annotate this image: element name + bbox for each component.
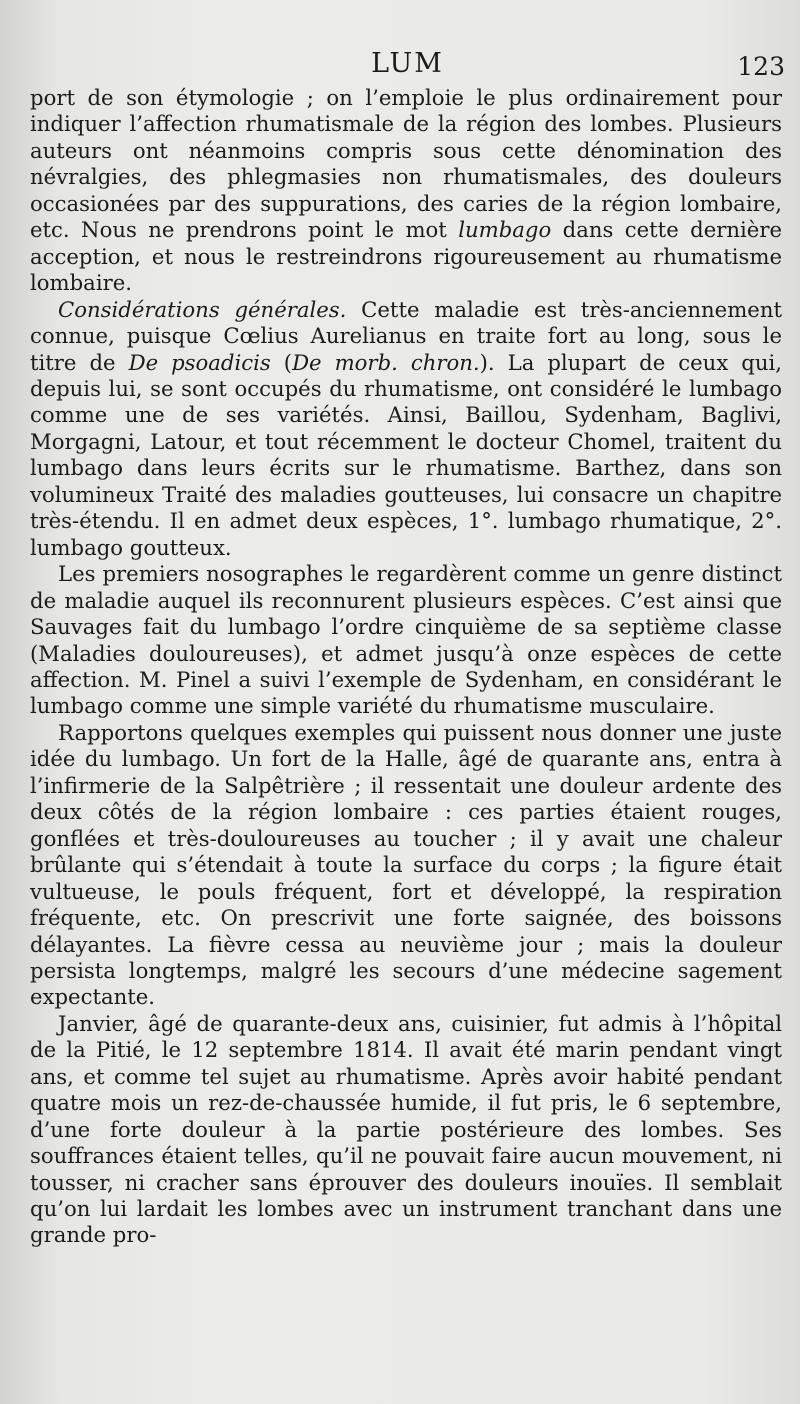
- paragraph-1-text-end: dans cette dernière acception, et nous le restreindrons rigoureusement au rhumatisme lombaire.: [30, 217, 782, 296]
- paragraph-2: [30, 297, 782, 562]
- running-title: LUM: [371, 48, 444, 79]
- page-number: 123: [737, 52, 785, 81]
- section-lead: Considérations générales.: [58, 296, 347, 322]
- paragraph-1: [30, 85, 782, 297]
- paragraph-2-text-end: ). La plupart de ceux qui, depuis lui, se sont occupés du rhumatisme, ont considéré le lumbago comme une de ses variétés. Ainsi, Baillou, Sydenham, Baglivi, Morgagni, Latour, et tout récemment le docteur Chomel, traitent du lumbago dans leurs écrits sur le rhumatisme. Barthez, dans son volumineux Traité des maladies goutteuses, lui consacre un chapitre très-étendu. Il en admet deux espèces, 1°. lumbago rhumatique, 2°. lumbago goutteux.: [30, 349, 782, 560]
- term-lumbago: lumbago: [458, 217, 552, 243]
- work-reference: De morb. chron.: [292, 349, 480, 375]
- paragraph-5: [30, 1011, 782, 1249]
- paragraph-2-paren: (: [270, 349, 293, 375]
- paragraph-3: [30, 561, 782, 720]
- paragraph-4: [30, 720, 782, 1011]
- paragraph-2-text: Cette maladie est très-anciennement connue, puisque Cœlius Aurelianus en traite fort au long, sous le titre de: [30, 296, 782, 375]
- page-header: [30, 48, 785, 88]
- paragraph-3-text: Les premiers nosographes le regardèrent comme un genre distinct de maladie auquel ils reconnurent plusieurs espèces. C’est ainsi que Sauvages fait du lumbago l’ordre cinquième de sa septième classe (Maladies douloureuses), et admet jusqu’à onze espèces de cette affection. M. Pinel a suivi l’exemple de Sydenham, en considérant le lumbago comme une simple variété du rhumatisme musculaire.: [30, 561, 782, 719]
- paragraph-4-text: Rapportons quelques exemples qui puissent nous donner une juste idée du lumbago. Un fort de la Halle, âgé de quarante ans, entra à l’infirmerie de la Salpêtrière ; il ressentait une douleur ardente des deux côtés de la région lombaire : ces parties étaient rouges, gonflées et très-douloureuses au toucher ; il y avait une chaleur brûlante qui s’étendait à toute la surface du corps ; la figure était vultueuse, le pouls fréquent, fort et développé, la respiration fréquente, etc. On prescrivit une forte saignée, des boissons délayantes. La fièvre cessa au neuvième jour ; mais la douleur persista longtemps, malgré les secours d’une médecine sagement expectante.: [30, 719, 782, 1010]
- body-text: [30, 85, 782, 1249]
- paragraph-5-text: Janvier, âgé de quarante-deux ans, cuisinier, fut admis à l’hôpital de la Pitié, le 12 septembre 1814. Il avait été marin pendant vingt ans, et comme tel sujet au rhumatisme. Après avoir habité pendant quatre mois un rez-de-chaussée humide, il fut pris, le 6 septembre, d’une forte douleur à la partie postérieure des lombes. Ses souffrances étaient telles, qu’il ne pouvait faire aucun mouvement, ni tousser, ni cracher sans éprouver des douleurs inouïes. Il semblait qu’on lui lardait les lombes avec un instrument tranchant dans une grande pro-: [30, 1010, 782, 1248]
- work-title: De psoadicis: [128, 349, 271, 375]
- paragraph-1-text: port de son étymologie ; on l’emploie le plus ordinairement pour indiquer l’affection rhumatismale de la région des lombes. Plusieurs auteurs ont néanmoins compris sous cette dénomination des névralgies, des phlegmasies non rhumatismales, des douleurs occasionées par des suppurations, des caries de la région lombaire, etc. Nous ne prendrons point le mot: [30, 85, 782, 243]
